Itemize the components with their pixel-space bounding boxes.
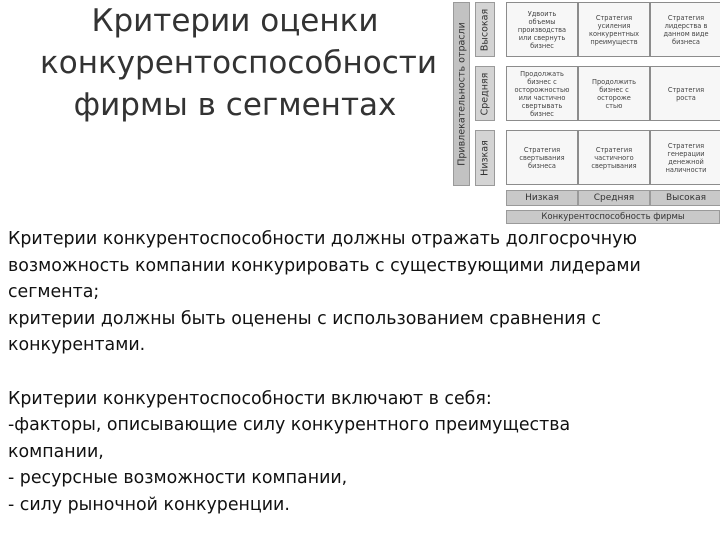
- paragraph-line: - силу рыночной конкуренции.: [8, 494, 290, 515]
- column-label-high: Высокая: [650, 190, 720, 206]
- row-label-low: [475, 130, 495, 186]
- matrix-cell: Стратегия частичного свертывания: [578, 130, 650, 185]
- row-label-text: Высокая: [479, 8, 491, 51]
- column-label-low: Низкая: [506, 190, 578, 206]
- paragraph-line: конкурентами.: [8, 335, 146, 356]
- matrix-cell: Стратегия роста: [650, 66, 720, 121]
- row-label-text: Низкая: [479, 140, 491, 176]
- matrix-cell: Удвоить объемы производства или свернуть бизнес: [506, 2, 578, 57]
- paragraph-line: Критерии конкурентоспособности должны отражать долгосрочную: [8, 229, 638, 249]
- paragraph-line: - ресурсные возможности компании,: [8, 468, 348, 489]
- y-axis-label: Привлекательность отрасли: [456, 22, 468, 166]
- row-label-text: Средняя: [479, 72, 491, 115]
- paragraph-line: -факторы, описывающие силу конкурентного преимущества: [8, 415, 571, 436]
- matrix-cell: Продолжить бизнес с остороже стью: [578, 66, 650, 121]
- matrix-cell: Стратегия усиления конкурентных преимуществ: [578, 2, 650, 57]
- matrix-cell: Стратегия генерации денежной наличности: [650, 130, 720, 185]
- paragraph-line: критерии должны быть оценены с использованием сравнения с: [8, 308, 602, 329]
- paragraph-line: Критерии конкурентоспособности включают в себя:: [8, 388, 492, 409]
- paragraph-line: возможность компании конкурировать с существующими лидерами: [8, 255, 641, 276]
- slide-title: [40, 0, 437, 126]
- strategy-matrix-diagram: [446, 0, 720, 228]
- title-line: фирмы в сегментах: [73, 87, 397, 123]
- row-label-high: [475, 2, 495, 57]
- matrix-cell: Стратегия свертывания бизнеса: [506, 130, 578, 185]
- title-line: Критерии оценки: [91, 3, 379, 39]
- matrix-cell: Стратегия лидерства в данном виде бизнеса: [650, 2, 720, 57]
- body-text: [8, 226, 718, 519]
- paragraph-gap: [8, 359, 718, 386]
- matrix-cell: Продолжать бизнес с осторожностью или частично свертывать бизнес: [506, 66, 578, 121]
- title-line: конкурентоспособности: [40, 45, 437, 81]
- row-label-medium: [475, 66, 495, 121]
- paragraph-line: сегмента;: [8, 282, 100, 303]
- x-axis-label: Конкурентоспособность фирмы: [506, 210, 720, 224]
- paragraph-line: компании,: [8, 441, 104, 462]
- column-label-medium: Средняя: [578, 190, 650, 206]
